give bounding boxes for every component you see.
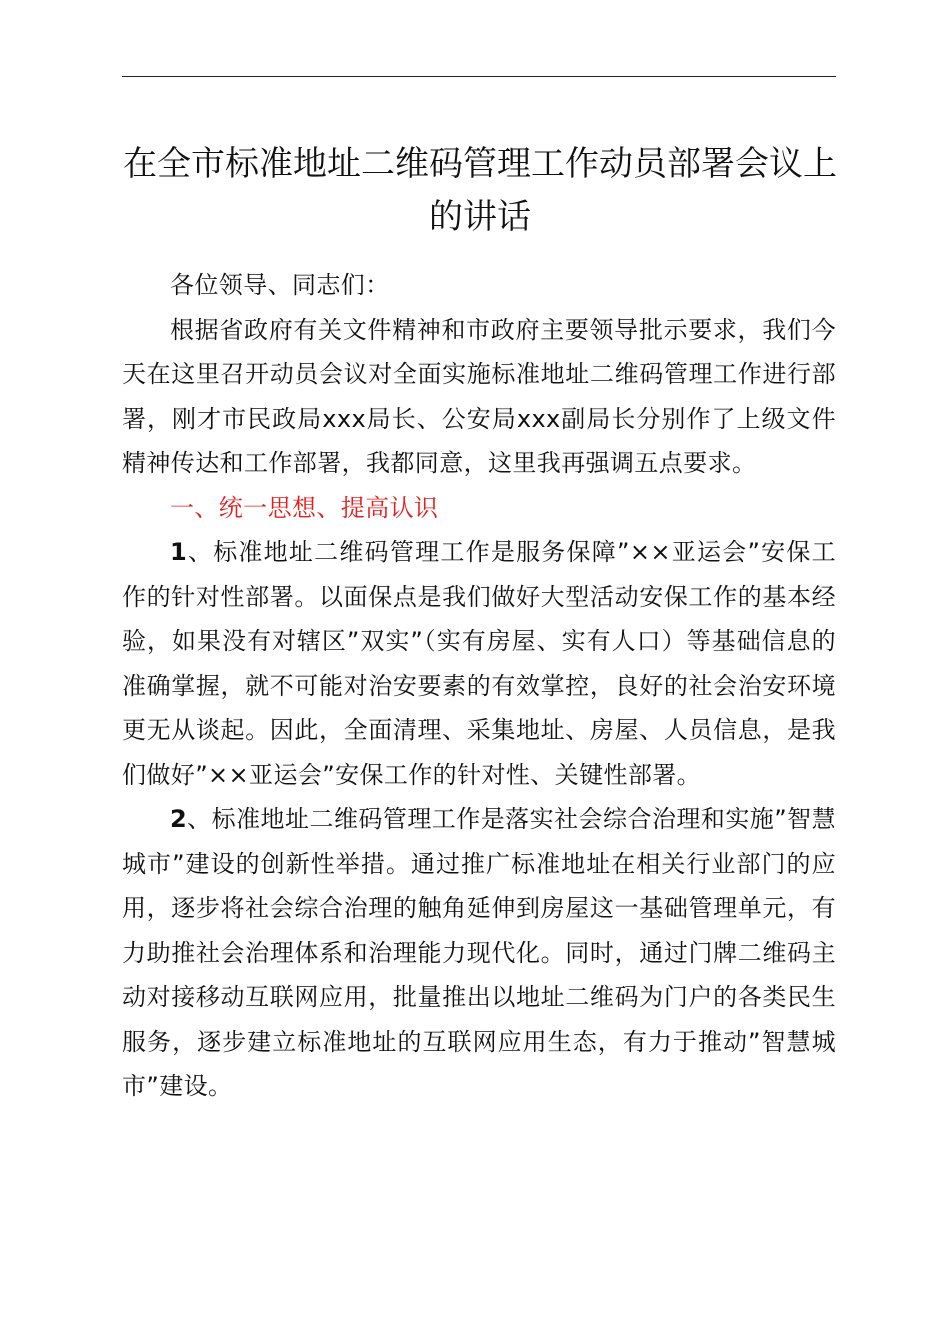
intro-paragraph: 根据省政府有关文件精神和市政府主要领导批示要求，我们今天在这里召开动员会议对全面实施标准地址二维码管理工作进行部署，刚才市民政局xxx局长、公安局xxx副局长分别作了上级文件精神传达和工作部署，我都同意，这里我再强调五点要求。 <box>122 315 836 477</box>
salutation: 各位领导、同志们： <box>170 271 390 299</box>
header-rule <box>122 76 836 77</box>
point-1-paragraph <box>122 530 836 797</box>
section-1-heading: 一、统一思想、提高认识 <box>170 493 439 522</box>
point-2-paragraph <box>122 797 836 1109</box>
document-body <box>122 263 836 1109</box>
point-1-text: 、标准地址二维码管理工作是服务保障”××亚运会”安保工作的针对性部署。以面保点是我们做好大型活动安保工作的基本经验，如果没有对辖区”双实”（实有房屋、实有人口）等基础信息的准确掌握，就不可能对治安要素的有效掌控，良好的社会治安环境更无从谈起。因此，全面清理、采集地址、房屋、人员信息，是我们做好”××亚运会”安保工作的针对性、关键性部署。 <box>122 538 836 789</box>
document-title: 在全市标准地址二维码管理工作动员部署会议上的讲话 <box>123 144 837 237</box>
point-2-text: 、标准地址二维码管理工作是落实社会综合治理和实施”智慧城市”建设的创新性举措。通过推广标准地址在相关行业部门的应用，逐步将社会综合治理的触角延伸到房屋这一基础管理单元，有力助推社会治理体系和治理能力现代化。同时，通过门牌二维码主动对接移动互联网应用，批量推出以地址二维码为门户的各类民生服务，逐步建立标准地址的互联网应用生态，有力于推动”智慧城市”建设。 <box>122 805 836 1100</box>
point-2-number: 2 <box>170 805 188 833</box>
point-1-number: 1 <box>170 538 188 566</box>
